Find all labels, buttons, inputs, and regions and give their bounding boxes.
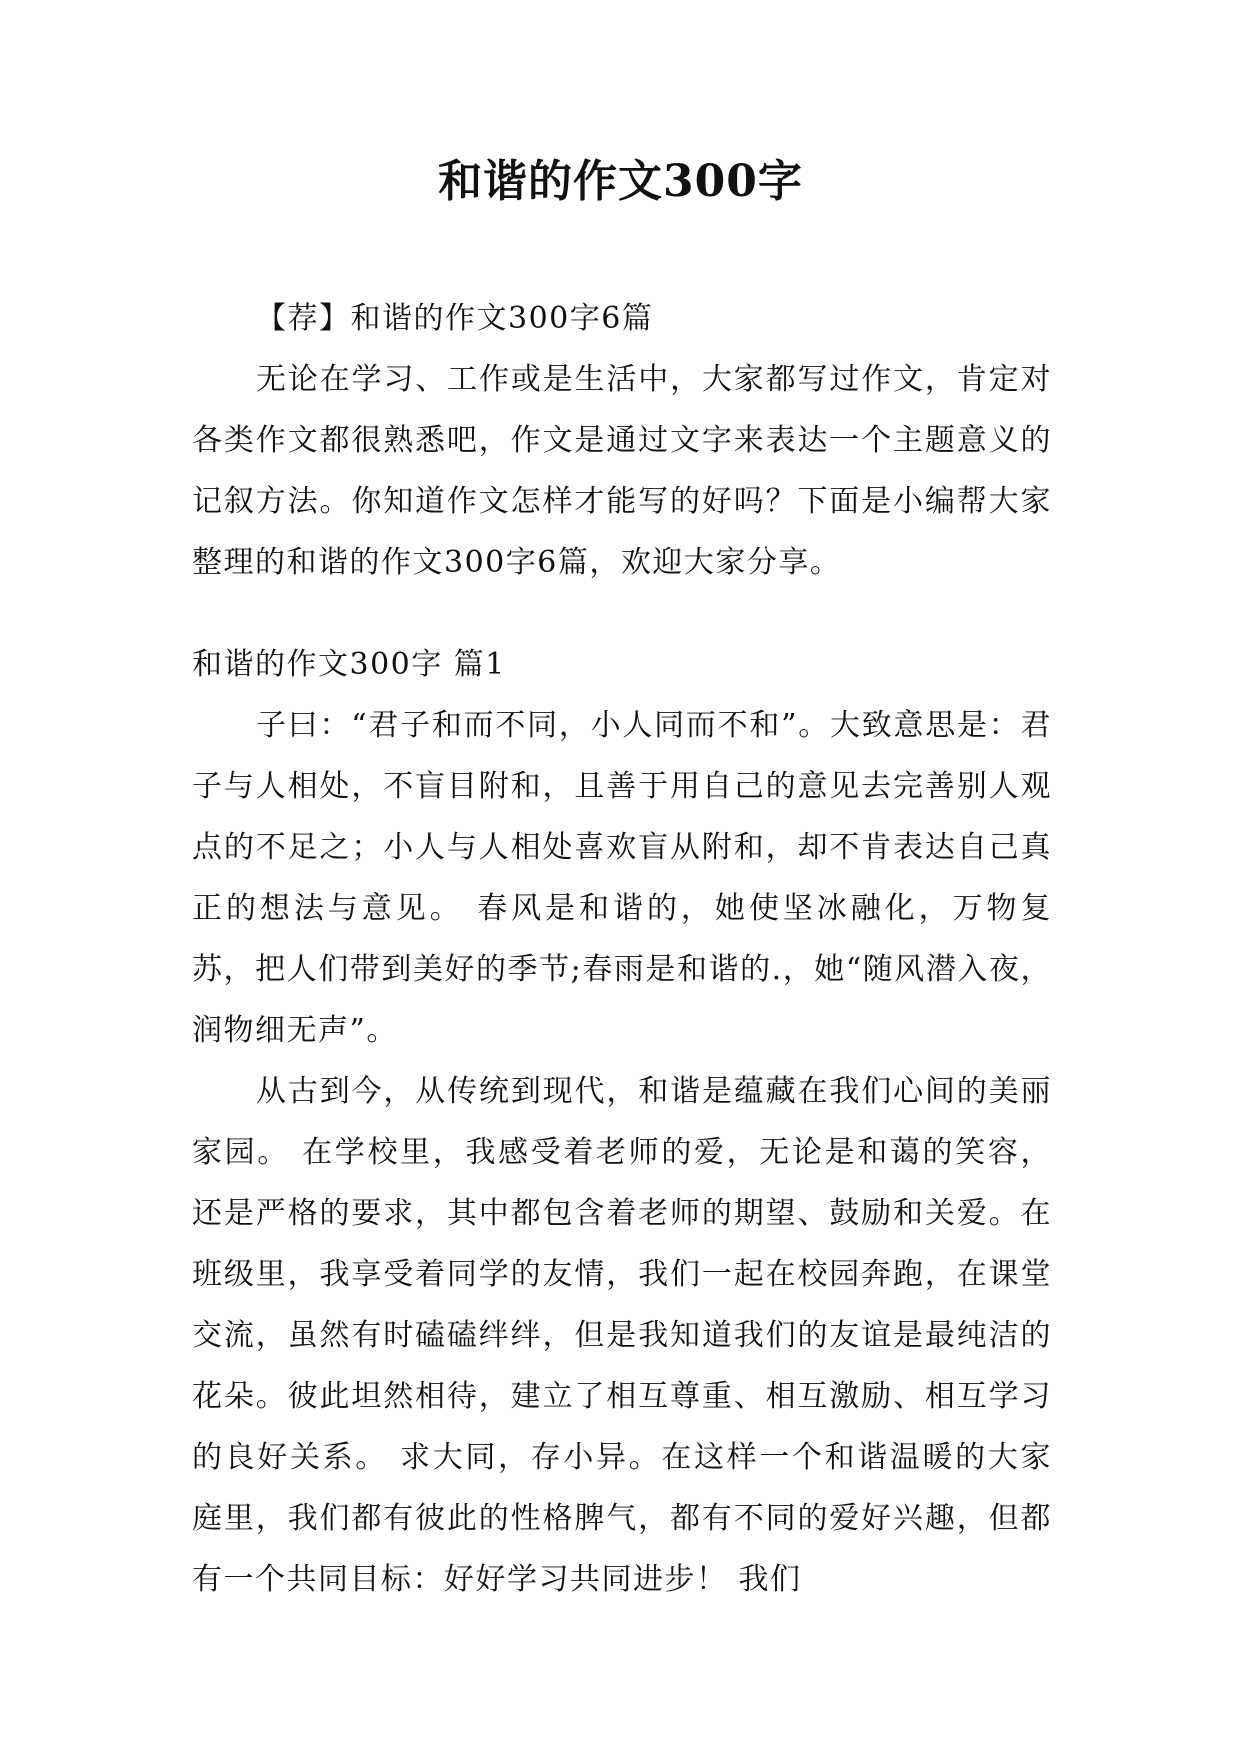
intro-paragraph: 无论在学习、工作或是生活中，大家都写过作文，肯定对各类作文都很熟悉吧，作文是通过文字来表达一个主题意义的记叙方法。你知道作文怎样才能写的好吗？下面是小编帮大家整理的和谐的作文300字6篇，欢迎大家分享。: [192, 362, 1052, 580]
intro-lead: 【荐】和谐的作文300字6篇: [256, 301, 654, 336]
section-heading: 和谐的作文300字 篇1: [192, 647, 506, 682]
body-paragraph-2: 从古到今，从传统到现代，和谐是蕴藏在我们心间的美丽家园。 在学校里，我感受着老师的爱，无论是和蔼的笑容，还是严格的要求，其中都包含着老师的期望、鼓励和关爱。在班级里，我享受着同学的友情，我们一起在校园奔跑，在课堂交流，虽然有时磕磕绊绊，但是我知道我们的友谊是最纯洁的花朵。彼此坦然相待，建立了相互尊重、相互激励、相互学习的良好关系。 求大同，存小异。在这样一个和谐温暖的大家庭里，我们都有彼此的性格脾气，都有不同的爱好兴趣，但都有一个共同目标：好好学习共同进步！ 我们: [192, 1074, 1052, 1597]
document-title: 和谐的作文300字: [438, 156, 803, 207]
body-paragraph-1: 子曰：“君子和而不同，小人同而不和”。大致意思是：君子与人相处，不盲目附和，且善于用自己的意见去完善别人观点的不足之；小人与人相处喜欢盲从附和，却不肯表达自己真正的想法与意见。 春风是和谐的，她使坚冰融化，万物复苏，把人们带到美好的季节;春雨是和谐的.，她“随风潜入夜，润物细无声”。: [192, 708, 1052, 1048]
